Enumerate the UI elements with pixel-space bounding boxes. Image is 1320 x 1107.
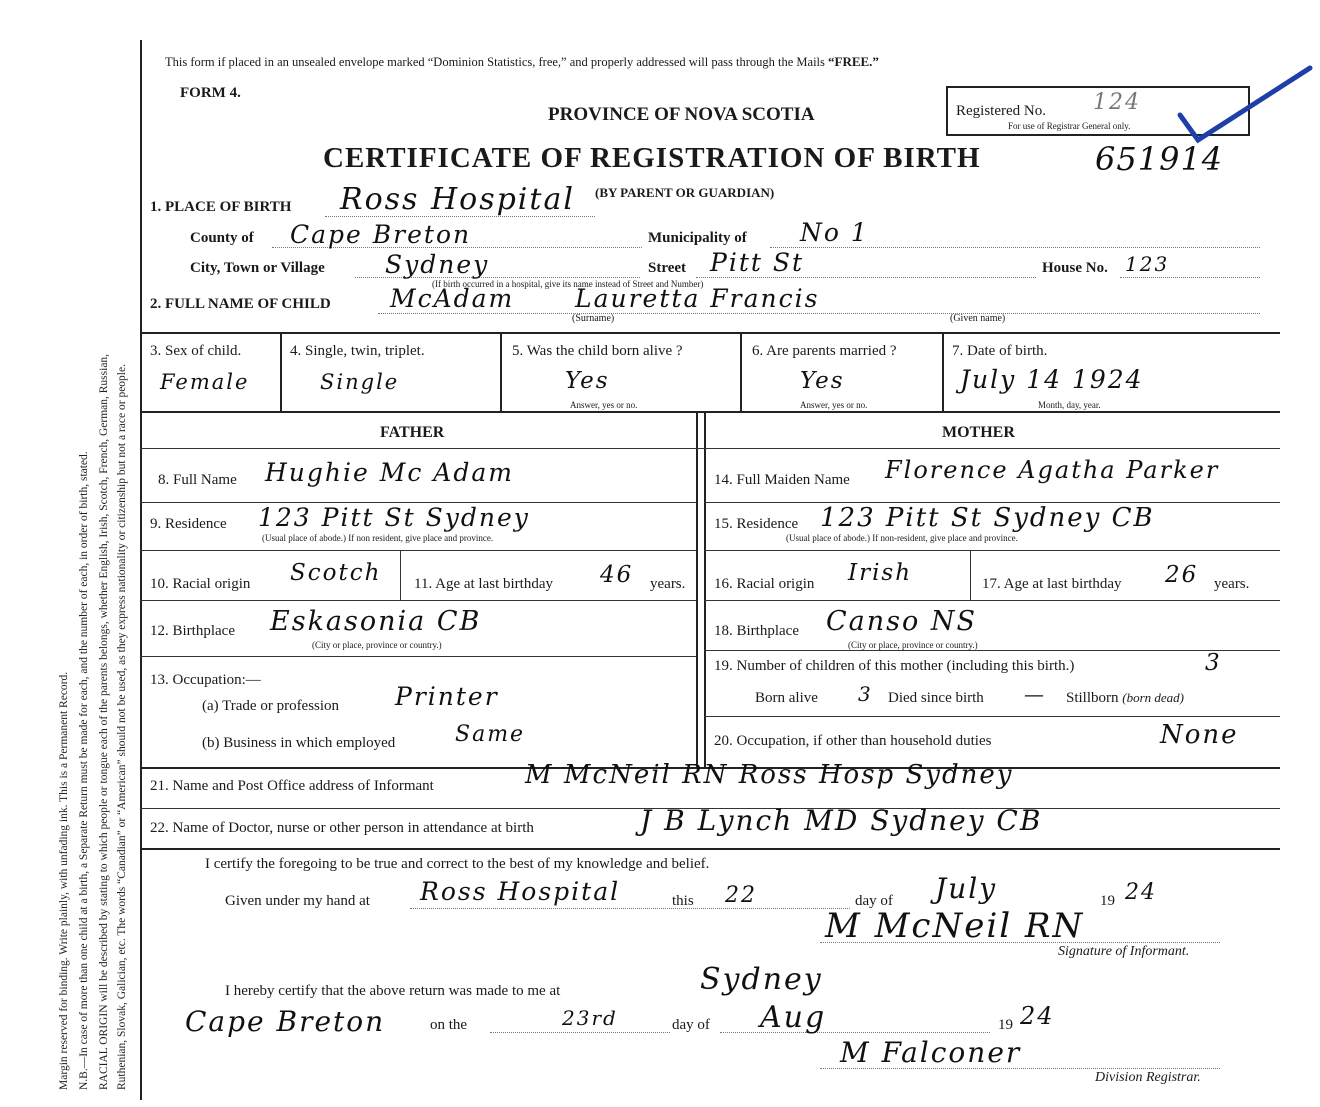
parents-divider xyxy=(696,411,698,768)
child-name-label: 2. FULL NAME OF CHILD xyxy=(150,296,331,312)
certify-statement: I certify the foregoing to be true and correct to the best of my knowledge and belief. xyxy=(205,856,710,872)
registered-number: 651914 xyxy=(1095,140,1224,178)
informant-label: 21. Name and Post Office address of Informant xyxy=(150,778,434,794)
this-label: this xyxy=(672,893,694,909)
mother-residence-caption: (Usual place of abode.) If non-resident, give place and province. xyxy=(786,533,1018,543)
given-year-value: 24 xyxy=(1125,880,1157,905)
single-twin-label: 4. Single, twin, triplet. xyxy=(290,343,425,359)
registrar-county-value: Cape Breton xyxy=(185,1005,386,1038)
mother-heading: MOTHER xyxy=(942,424,1015,441)
registrar-signature: M Falconer xyxy=(840,1036,1022,1069)
parents-married-caption: Answer, yes or no. xyxy=(800,400,868,410)
province-title: PROVINCE OF NOVA SCOTIA xyxy=(548,104,815,125)
born-alive-label: 5. Was the child born alive ? xyxy=(512,343,683,359)
side-note-racial-origin-cont: Ruthenian, Slovak, Galician, etc. The words “Canadian” or “American” should not be used, as they express nationality or citizenship but not a race or people. xyxy=(116,364,128,1090)
mother-birthplace-caption: (City or place, province or country.) xyxy=(848,640,978,650)
father-birthplace-label: 12. Birthplace xyxy=(150,623,235,639)
date-of-birth-label: 7. Date of birth. xyxy=(952,343,1048,359)
father-heading: FATHER xyxy=(380,424,445,441)
father-age-value: 46 xyxy=(600,562,634,588)
died-since-birth-label: Died since birth xyxy=(888,690,984,706)
row3-bottom-rule xyxy=(140,411,1280,413)
business-label: (b) Business in which employed xyxy=(202,735,396,751)
occupation-label: 13. Occupation:— xyxy=(150,672,261,688)
given-day-value: 22 xyxy=(725,883,757,908)
place-of-birth-label: 1. PLACE OF BIRTH xyxy=(150,199,292,215)
registrar-use-note: For use of Registrar General only. xyxy=(1008,121,1131,131)
died-since-birth-value: — xyxy=(1024,682,1046,706)
father-birthplace-caption: (City or place, province or country.) xyxy=(312,640,442,650)
registrar-day-value: 23rd xyxy=(562,1006,618,1030)
given-name-caption: (Given name) xyxy=(950,313,1006,324)
certificate-title: CERTIFICATE OF REGISTRATION OF BIRTH xyxy=(323,142,981,174)
father-race-label: 10. Racial origin xyxy=(150,576,251,592)
given-under-label: Given under my hand at xyxy=(225,893,370,909)
father-age-years: years. xyxy=(650,576,686,592)
born-alive-count-label: Born alive xyxy=(755,690,818,706)
registrar-year-prefix: 19 xyxy=(998,1017,1013,1033)
informant-signature: M McNeil RN xyxy=(825,906,1085,946)
parents-married-label: 6. Are parents married ? xyxy=(752,343,897,359)
side-note-racial-origin: RACIAL ORIGIN will be described by stating to which people or tongue each of the parents belongs, whether English, Irish, Scotch, French, German, Russian, xyxy=(98,353,110,1090)
city-value: Sydney xyxy=(385,250,490,279)
born-alive-value: Yes xyxy=(565,368,610,394)
stillborn-label: Stillborn (born dead) xyxy=(1066,690,1185,706)
parents-divider-2 xyxy=(704,411,706,768)
form-number: FORM 4. xyxy=(180,85,241,101)
side-note-nb: N.B.—In case of more than one child at a birth, a Separate Return must be made for each, and the number of each, in order of birth, stated. xyxy=(78,451,90,1090)
born-alive-count-value: 3 xyxy=(858,682,873,706)
mother-name-value: Florence Agatha Parker xyxy=(885,456,1220,484)
left-margin-rule xyxy=(140,40,142,1100)
street-label: Street xyxy=(648,260,687,276)
parents-married-value: Yes xyxy=(800,368,845,394)
father-residence-label: 9. Residence xyxy=(150,516,227,532)
mother-race-value: Irish xyxy=(848,560,913,586)
house-no-label: House No. xyxy=(1042,260,1108,276)
registered-no-label: Registered No. xyxy=(956,103,1046,119)
father-residence-value: 123 Pitt St Sydney xyxy=(258,503,530,532)
registered-no-mark: 124 xyxy=(1093,90,1141,115)
mother-race-label: 16. Racial origin xyxy=(714,576,815,592)
mother-residence-label: 15. Residence xyxy=(714,516,799,532)
sex-value: Female xyxy=(160,370,250,394)
given-place-value: Ross Hospital xyxy=(420,877,621,906)
mother-birthplace-label: 18. Birthplace xyxy=(714,623,799,639)
trade-value: Printer xyxy=(395,682,499,711)
county-value: Cape Breton xyxy=(290,220,472,249)
father-race-value: Scotch xyxy=(290,560,382,586)
trade-label: (a) Trade or profession xyxy=(202,698,340,714)
city-note: (If birth occurred in a hospital, give its name instead of Street and Number) xyxy=(432,279,704,289)
doctor-value: J B Lynch MD Sydney CB xyxy=(640,804,1043,837)
given-month-value: July xyxy=(935,872,998,905)
mother-occupation-value: None xyxy=(1160,720,1239,750)
place-of-birth-value: Ross Hospital xyxy=(340,182,575,217)
checkmark-icon xyxy=(1170,60,1320,150)
mother-name-label: 14. Full Maiden Name xyxy=(714,472,850,488)
mother-age-years: years. xyxy=(1214,576,1250,592)
registrar-year-value: 24 xyxy=(1020,1002,1055,1030)
given-year-prefix: 19 xyxy=(1100,893,1115,909)
registrar-month-value: Aug xyxy=(760,1000,827,1035)
mother-age-value: 26 xyxy=(1165,562,1199,588)
children-count-label: 19. Number of children of this mother (including this birth.) xyxy=(714,658,1075,674)
business-value: Same xyxy=(455,722,526,747)
county-label: County of xyxy=(190,230,254,246)
division-registrar-caption: Division Registrar. xyxy=(1095,1070,1201,1085)
house-no-value: 123 xyxy=(1125,252,1170,276)
surname-caption: (Surname) xyxy=(572,313,615,324)
by-parent-subtitle: (BY PARENT OR GUARDIAN) xyxy=(595,185,775,200)
children-count-value: 3 xyxy=(1205,650,1222,676)
born-alive-caption: Answer, yes or no. xyxy=(570,400,638,410)
father-name-value: Hughie Mc Adam xyxy=(265,458,514,487)
date-of-birth-caption: Month, day, year. xyxy=(1038,400,1101,410)
father-residence-caption: (Usual place of abode.) If non resident, give place and province. xyxy=(262,533,494,543)
municipality-label: Municipality of xyxy=(648,230,747,246)
mother-residence-value: 123 Pitt St Sydney CB xyxy=(820,503,1155,533)
row3-top-rule xyxy=(140,332,1280,334)
father-birthplace-value: Eskasonia CB xyxy=(270,606,482,637)
municipality-value: No 1 xyxy=(800,218,869,247)
registrar-statement: I hereby certify that the above return was made to me at xyxy=(225,983,561,999)
doctor-bottom-rule xyxy=(140,848,1280,850)
mother-age-label: 17. Age at last birthday xyxy=(982,576,1122,592)
registrar-day-of-label: day of xyxy=(672,1017,710,1033)
child-surname-value: McAdam xyxy=(390,284,515,313)
single-twin-value: Single xyxy=(320,370,400,394)
on-the-label: on the xyxy=(430,1017,468,1033)
day-of-label: day of xyxy=(855,893,893,909)
mail-notice: This form if placed in an unsealed envelope marked “Dominion Statistics, free,” and properly addressed will pass through the Mails “FREE.” xyxy=(165,54,879,69)
side-note-margin: Margin reserved for binding. Write plainly, with unfading ink. This is a Permanent Record. xyxy=(58,671,70,1090)
informant-value: M McNeil RN Ross Hosp Sydney xyxy=(525,760,1014,790)
mother-occupation-label: 20. Occupation, if other than household duties xyxy=(714,733,992,749)
street-value: Pitt St xyxy=(710,248,805,277)
mother-birthplace-value: Canso NS xyxy=(826,606,977,637)
registrar-place-value: Sydney xyxy=(700,962,823,997)
date-of-birth-value: July 14 1924 xyxy=(960,365,1144,394)
father-age-label: 11. Age at last birthday xyxy=(414,576,553,592)
doctor-label: 22. Name of Doctor, nurse or other person in attendance at birth xyxy=(150,820,534,836)
city-label: City, Town or Village xyxy=(190,260,325,276)
father-name-label: 8. Full Name xyxy=(158,472,237,488)
sex-label: 3. Sex of child. xyxy=(150,343,242,359)
signature-caption: Signature of Informant. xyxy=(1058,944,1190,959)
child-given-value: Lauretta Francis xyxy=(575,284,820,313)
